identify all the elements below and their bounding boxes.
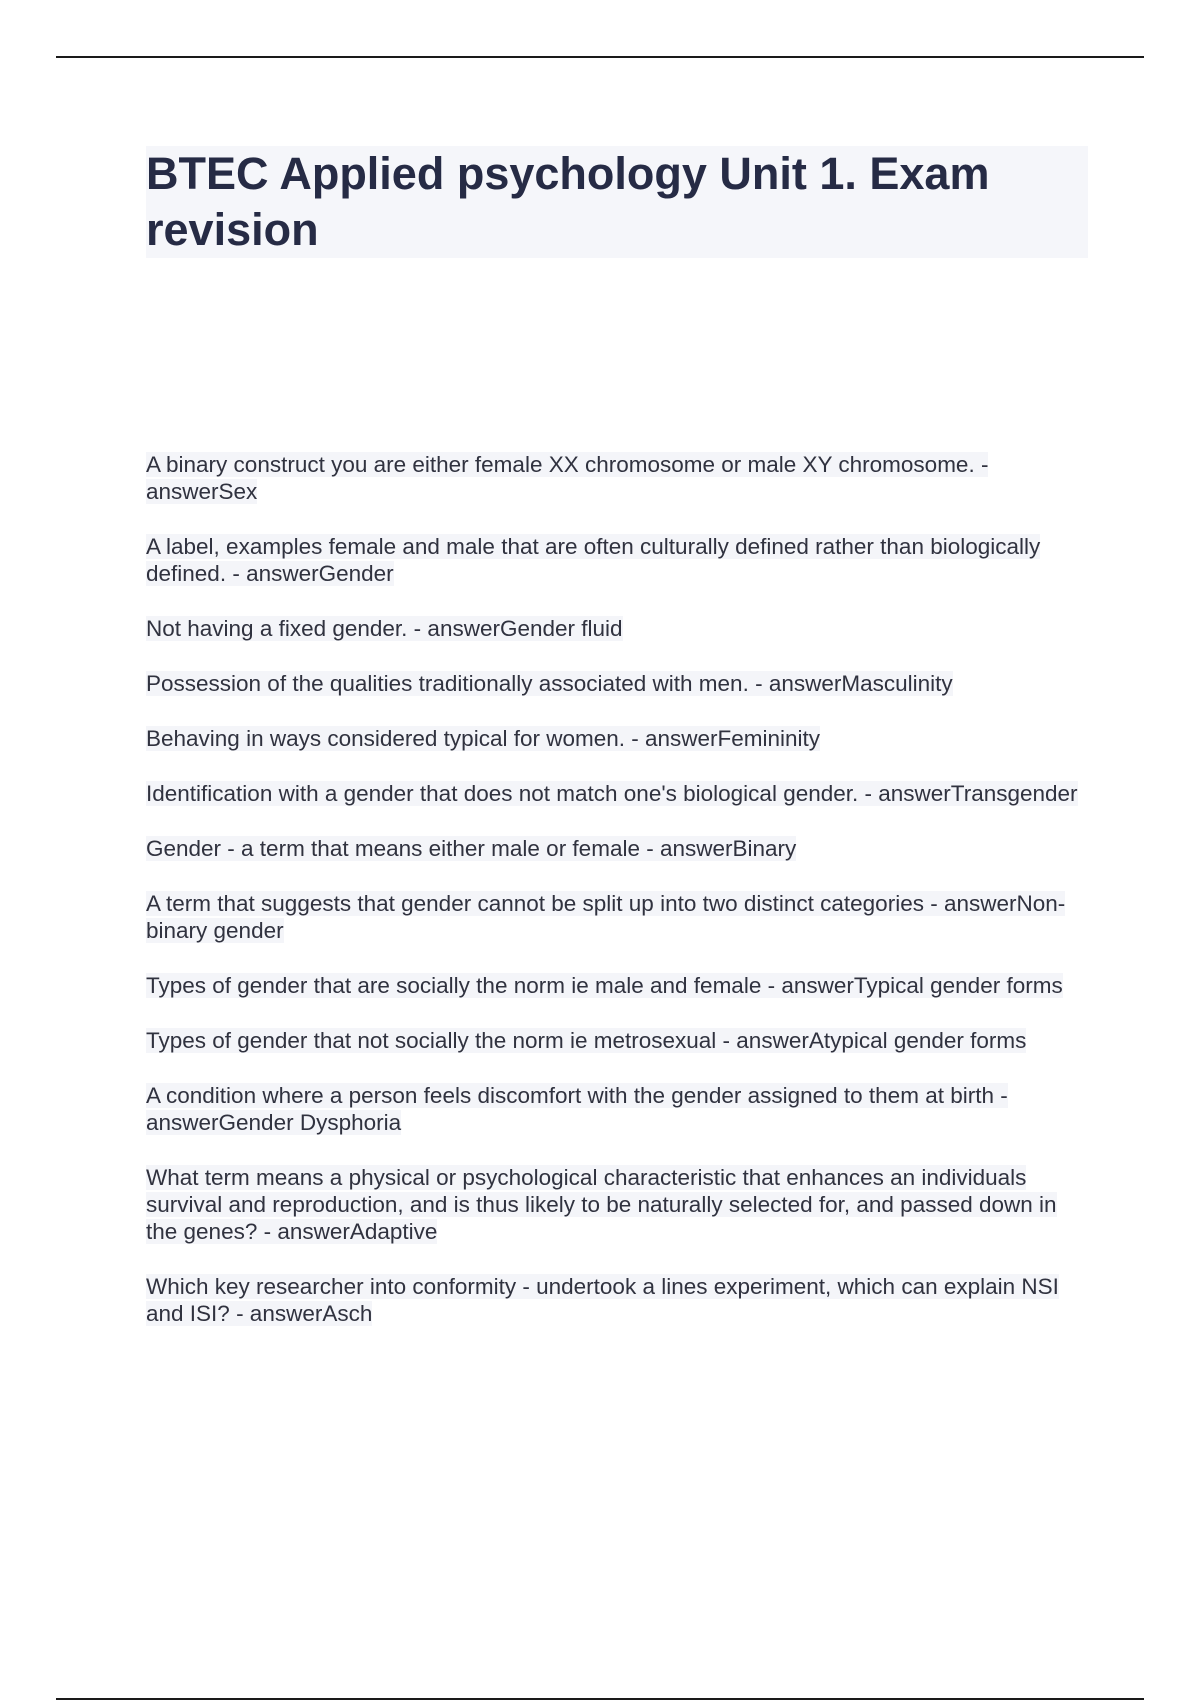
- qa-text: Types of gender that are socially the norm ie male and female - answerTypical gender forms: [146, 973, 1063, 998]
- list-item: [146, 451, 1088, 505]
- qa-text: Gender - a term that means either male or female - answerBinary: [146, 836, 797, 861]
- qa-text: What term means a physical or psychological characteristic that enhances an individuals survival and reproduction, and is thus likely to be naturally selected for, and passed down in the genes? - answerAdaptive: [146, 1165, 1057, 1244]
- list-item: [146, 972, 1088, 999]
- list-item: [146, 1082, 1088, 1136]
- qa-text: A label, examples female and male that are often culturally defined rather than biologically defined. - answerGender: [146, 534, 1041, 586]
- list-item: [146, 615, 1088, 642]
- list-item: [146, 670, 1088, 697]
- list-item: [146, 1027, 1088, 1054]
- qa-text: Possession of the qualities traditionally associated with men. - answerMasculinity: [146, 671, 953, 696]
- qa-text: Identification with a gender that does not match one's biological gender. - answerTransgender: [146, 781, 1078, 806]
- list-item: [146, 890, 1088, 944]
- document-title: BTEC Applied psychology Unit 1. Exam revision: [146, 148, 990, 255]
- qa-text: Behaving in ways considered typical for women. - answerFemininity: [146, 726, 821, 751]
- list-item: [146, 725, 1088, 752]
- list-item: [146, 835, 1088, 862]
- title-block: [146, 146, 1088, 258]
- qa-text: A condition where a person feels discomfort with the gender assigned to them at birth - answerGender Dysphoria: [146, 1083, 1008, 1135]
- list-item: [146, 780, 1088, 807]
- qa-text: Types of gender that not socially the norm ie metrosexual - answerAtypical gender forms: [146, 1028, 1027, 1053]
- qa-text: Not having a fixed gender. - answerGender fluid: [146, 616, 623, 641]
- qa-list: [146, 451, 1088, 1355]
- list-item: [146, 1273, 1088, 1327]
- qa-text: Which key researcher into conformity - undertook a lines experiment, which can explain NSI and ISI? - answerAsch: [146, 1274, 1059, 1326]
- list-item: [146, 1164, 1088, 1245]
- top-divider: [56, 56, 1144, 58]
- qa-text: A binary construct you are either female XX chromosome or male XY chromosome. - answerSex: [146, 452, 989, 504]
- qa-text: A term that suggests that gender cannot be split up into two distinct categories - answerNon-binary gender: [146, 891, 1066, 943]
- list-item: [146, 533, 1088, 587]
